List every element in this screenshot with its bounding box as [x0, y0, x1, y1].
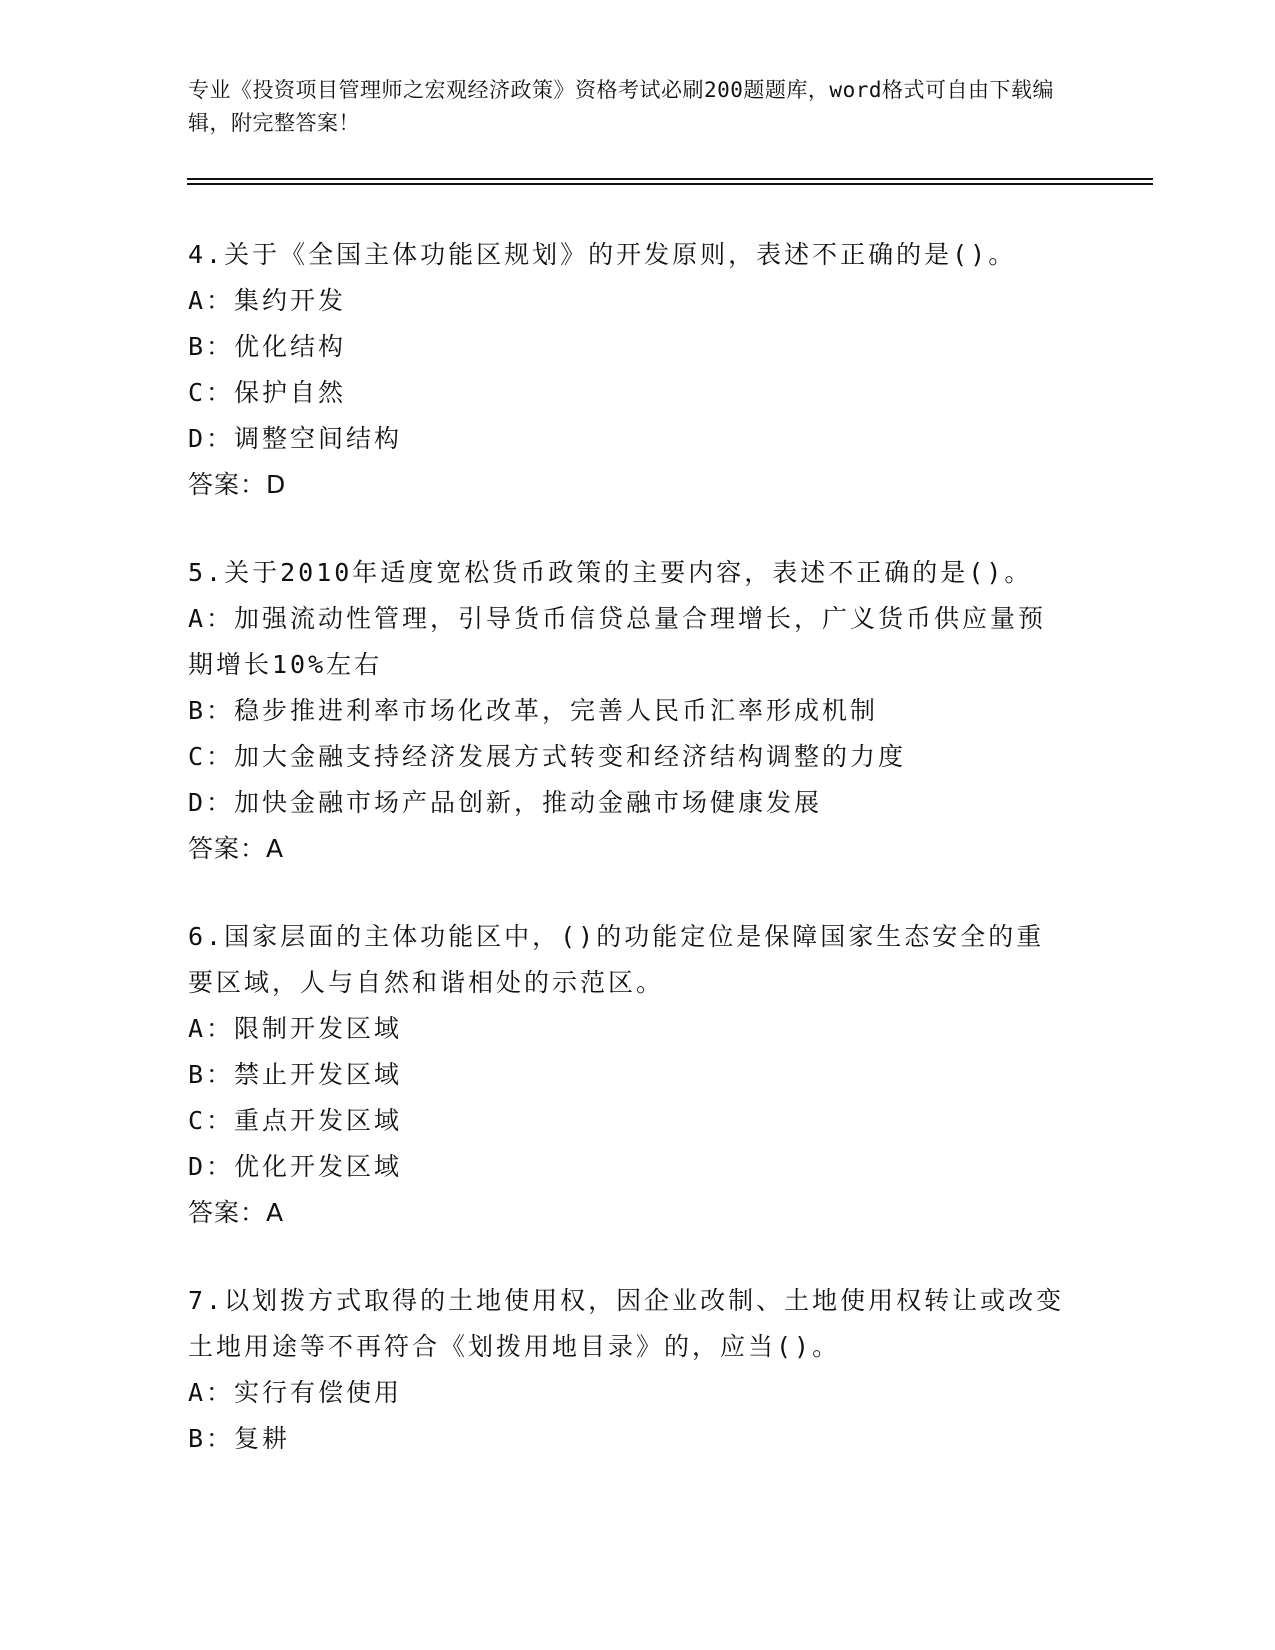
option-b: B：稳步推进利率市场化改革，完善人民币汇率形成机制	[188, 696, 879, 725]
option-d: D：优化开发区域	[188, 1152, 403, 1181]
option-b: B：优化结构	[188, 332, 347, 361]
question-5	[188, 550, 1068, 872]
question-stem: 7.以划拨方式取得的土地使用权，因企业改制、土地使用权转让或改变土地用途等不再符合《划拨用地目录》的，应当()。	[188, 1286, 1065, 1361]
question-6	[188, 914, 1068, 1236]
option-a: A：限制开发区域	[188, 1014, 403, 1043]
option-b: B：禁止开发区域	[188, 1060, 403, 1089]
option-d: D：加快金融市场产品创新，推动金融市场健康发展	[188, 788, 823, 817]
option-a: A：集约开发	[188, 286, 347, 315]
header-divider-bottom	[187, 183, 1153, 185]
header-text: 专业《投资项目管理师之宏观经济政策》资格考试必刷200题题库，word格式可自由下载编辑，附完整答案！	[188, 78, 1054, 135]
option-b: B：复耕	[188, 1424, 291, 1453]
question-stem: 4.关于《全国主体功能区规划》的开发原则，表述不正确的是()。	[188, 240, 1017, 269]
answer: 答案：A	[188, 834, 285, 863]
option-c: C：重点开发区域	[188, 1106, 403, 1135]
answer: 答案：D	[188, 470, 287, 499]
question-stem: 5.关于2010年适度宽松货币政策的主要内容，表述不正确的是()。	[188, 558, 1033, 587]
header-divider-top	[187, 178, 1153, 180]
answer: 答案：A	[188, 1198, 285, 1227]
option-a: A：实行有偿使用	[188, 1378, 403, 1407]
option-a: A：加强流动性管理，引导货币信贷总量合理增长，广义货币供应量预期增长10%左右	[188, 604, 1047, 679]
option-c: C：加大金融支持经济发展方式转变和经济结构调整的力度	[188, 742, 907, 771]
document-header	[188, 74, 1068, 140]
question-7	[188, 1278, 1068, 1462]
question-list	[188, 232, 1068, 1504]
question-stem: 6.国家层面的主体功能区中，()的功能定位是保障国家生态安全的重要区域，人与自然和谐相处的示范区。	[188, 922, 1045, 997]
option-d: D：调整空间结构	[188, 424, 403, 453]
option-c: C：保护自然	[188, 378, 347, 407]
question-4	[188, 232, 1068, 508]
